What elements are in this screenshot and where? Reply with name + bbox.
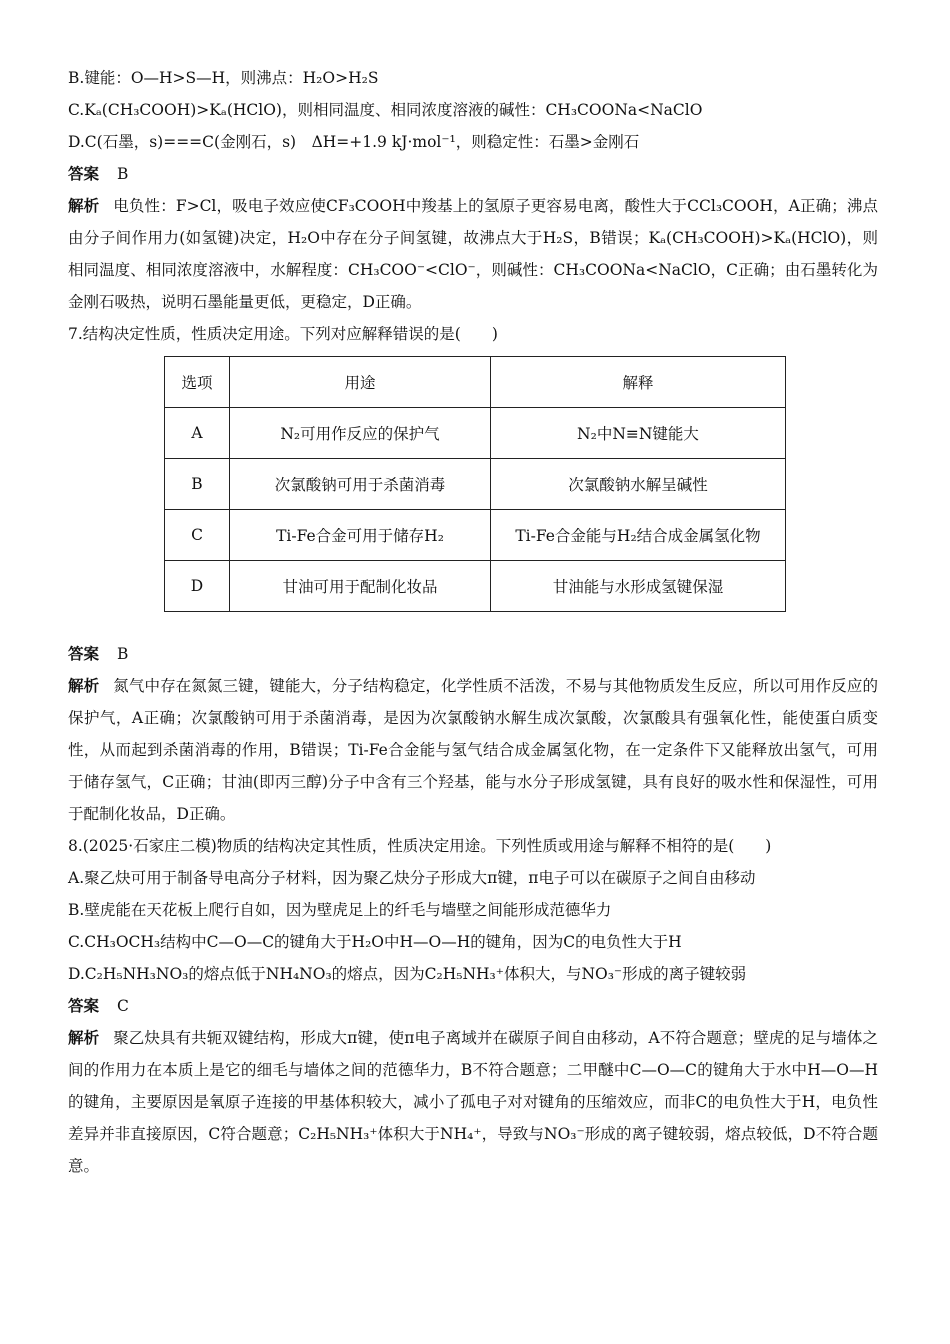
analysis-label: 解析 xyxy=(68,1029,100,1047)
table-cell: A xyxy=(165,408,230,459)
q8-option-c: C.CH₃OCH₃结构中C—O—C的键角大于H₂O中H—O—H的键角，因为C的电负性大于H xyxy=(68,933,682,951)
analysis-label: 解析 xyxy=(68,677,100,695)
answer-label: 答案 xyxy=(68,997,100,1015)
answer-label: 答案 xyxy=(68,645,100,663)
table-cell: 次氯酸钠可用于杀菌消毒 xyxy=(230,459,491,510)
table-row xyxy=(165,561,786,612)
q6-option-d: D.C(石墨，s)===C(金刚石，s) ΔH=+1.9 kJ·mol⁻¹，则稳定性：石墨>金刚石 xyxy=(68,133,640,151)
table-header-row xyxy=(165,357,786,408)
q8-option-d: D.C₂H₅NH₃NO₃的熔点低于NH₄NO₃的熔点，因为C₂H₅NH₃⁺体积大，与NO₃⁻形成的离子键较弱 xyxy=(68,965,747,983)
analysis-text: 电负性：F>Cl，吸电子效应使CF₃COOH中羧基上的氢原子更容易电离，酸性大于CCl₃COOH，A正确；沸点由分子间作用力(如氢键)决定，H₂O中存在分子间氢键，故沸点大于H₂S，B错误；Kₐ(CH₃COOH)>Kₐ(HClO)，则相同温度、相同浓度溶液中，水解程度：CH₃COO⁻<ClO⁻，则碱性：CH₃COONa<NaClO，C正确；由石墨转化为金刚石吸热，说明石墨能量更低，更稳定，D正确。 xyxy=(68,197,878,311)
table-row xyxy=(165,510,786,561)
table-row xyxy=(165,459,786,510)
answer-value: C xyxy=(117,997,129,1015)
q8-option-b: B.壁虎能在天花板上爬行自如，因为壁虎足上的纤毛与墙壁之间能形成范德华力 xyxy=(68,901,612,919)
q8-analysis xyxy=(68,1022,878,1182)
analysis-label: 解析 xyxy=(68,197,100,215)
answer-value: B xyxy=(117,645,129,663)
q6-option-c: C.Kₐ(CH₃COOH)>Kₐ(HClO)，则相同温度、相同浓度溶液的碱性：CH₃COONa<NaClO xyxy=(68,101,703,119)
table-header-cell: 选项 xyxy=(165,357,230,408)
analysis-text: 聚乙炔具有共轭双键结构，形成大π键，使π电子离域并在碳原子间自由移动，A不符合题意；壁虎的足与墙体之间的作用力在本质上是它的细毛与墙体之间的范德华力，B不符合题意；二甲醚中C—O—C的键角大于水中H—O—H的键角，主要原因是氧原子连接的甲基体积较大，减小了孤电子对对键角的压缩效应，而非C的电负性大于H，电负性差异并非直接原因，C符合题意；C₂H₅NH₃⁺体积大于NH₄⁺，导致与NO₃⁻形成的离子键较弱，熔点较低，D不符合题意。 xyxy=(68,1029,878,1175)
answer-label: 答案 xyxy=(68,165,100,183)
table-header-cell: 用途 xyxy=(230,357,491,408)
table-cell: B xyxy=(165,459,230,510)
table-row xyxy=(165,408,786,459)
q7-answer xyxy=(68,638,878,670)
q7-options-table xyxy=(164,356,786,612)
table-cell: 次氯酸钠水解呈碱性 xyxy=(491,459,786,510)
document-page xyxy=(68,62,878,1182)
table-cell: C xyxy=(165,510,230,561)
q6-option-b: B.键能：O—H>S—H，则沸点：H₂O>H₂S xyxy=(68,69,379,87)
q8-stem: 8.(2025·石家庄二模)物质的结构决定其性质，性质决定用途。下列性质或用途与解释不相符的是( ) xyxy=(68,837,772,855)
q7-analysis xyxy=(68,670,878,830)
table-cell: 甘油可用于配制化妆品 xyxy=(230,561,491,612)
table-cell: Ti-Fe合金可用于储存H₂ xyxy=(230,510,491,561)
q6-analysis xyxy=(68,190,878,318)
q7-stem: 7.结构决定性质，性质决定用途。下列对应解释错误的是( ) xyxy=(68,325,498,343)
table-cell: N₂可用作反应的保护气 xyxy=(230,408,491,459)
answer-value: B xyxy=(117,165,129,183)
q6-answer xyxy=(68,158,878,190)
analysis-text: 氮气中存在氮氮三键，键能大，分子结构稳定，化学性质不活泼，不易与其他物质发生反应，所以可用作反应的保护气，A正确；次氯酸钠可用于杀菌消毒，是因为次氯酸钠水解生成次氯酸，次氯酸具有强氧化性，能使蛋白质变性，从而起到杀菌消毒的作用，B错误；Ti-Fe合金能与氢气结合成金属氢化物，在一定条件下又能释放出氢气，可用于储存氢气，C正确；甘油(即丙三醇)分子中含有三个羟基，能与水分子形成氢键，具有良好的吸水性和保湿性，可用于配制化妆品，D正确。 xyxy=(68,677,878,823)
q8-option-a: A.聚乙炔可用于制备导电高分子材料，因为聚乙炔分子形成大π键，π电子可以在碳原子之间自由移动 xyxy=(68,869,756,887)
table-cell: 甘油能与水形成氢键保湿 xyxy=(491,561,786,612)
table-header-cell: 解释 xyxy=(491,357,786,408)
table-cell: Ti-Fe合金能与H₂结合成金属氢化物 xyxy=(491,510,786,561)
q8-answer xyxy=(68,990,878,1022)
table-cell: N₂中N≡N键能大 xyxy=(491,408,786,459)
table-cell: D xyxy=(165,561,230,612)
